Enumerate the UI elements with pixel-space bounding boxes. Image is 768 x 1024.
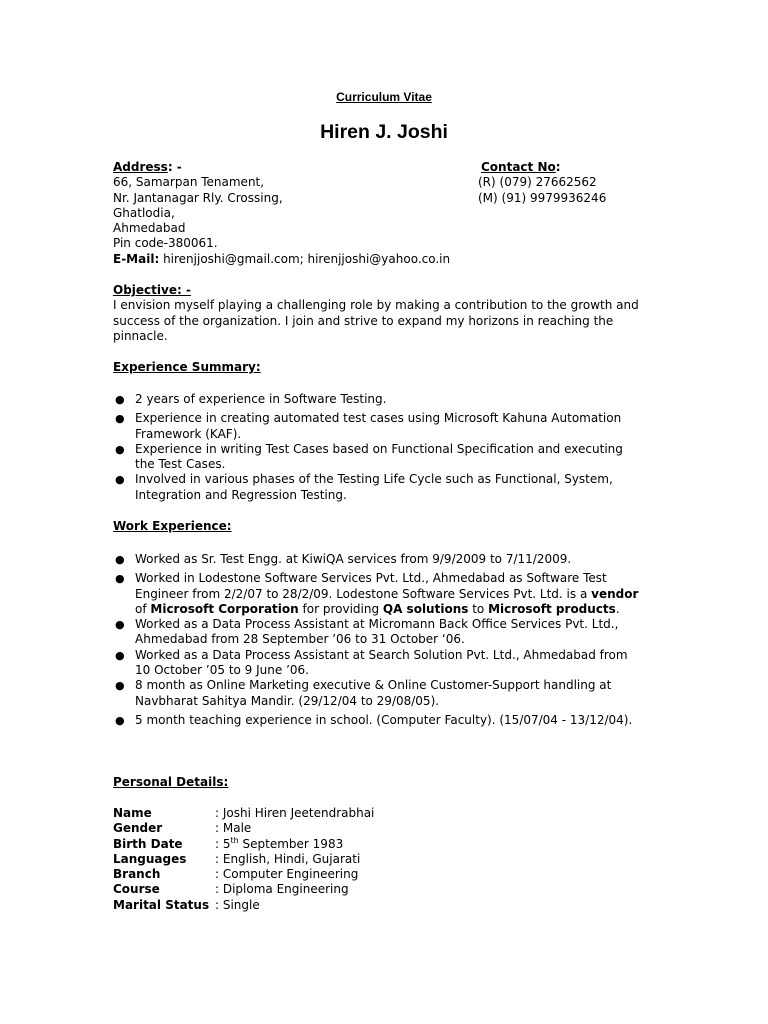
detail-value-suffix: September 1983	[238, 836, 344, 851]
table-row	[113, 867, 374, 882]
bold-run: vendor	[591, 586, 639, 601]
text-run: of	[135, 601, 151, 616]
work-experience-heading: Work Experience:	[113, 519, 232, 533]
address-line: Pin code-380061.	[113, 236, 218, 251]
bullet-icon: ●	[115, 648, 125, 662]
list-item	[113, 472, 645, 503]
list-item-text: Involved in various phases of the Testing Life Cycle such as Functional, System, Integration and Regression Testing.	[135, 472, 613, 502]
address-line: Ghatlodia,	[113, 205, 175, 220]
list-item-text: 8 month as Online Marketing executive & Online Customer-Support handling at Navbharat Sahitya Mandir. (29/12/04 to 29/08/05).	[135, 678, 612, 708]
bullet-icon: ●	[115, 412, 125, 426]
list-item-text: Experience in creating automated test cases using Microsoft Kahuna Automation Framework (KAF).	[135, 411, 622, 441]
detail-value: : Computer Engineering	[215, 867, 359, 882]
text-run: .	[615, 601, 620, 616]
bullet-icon: ●	[115, 553, 125, 566]
list-item	[113, 678, 645, 709]
list-item	[113, 392, 645, 407]
bullet-icon: ●	[115, 442, 125, 456]
detail-label: Birth Date	[113, 836, 183, 851]
contact-line: (M) (91) 9979936246	[478, 190, 607, 205]
text-run: Worked in Lodestone Software Services Pvt. Ltd., Ahmedabad as Software Test Engineer from 2/2/07 to 28/2/09. Lodestone Software Services Pvt. Ltd. is a	[135, 571, 607, 601]
table-row	[113, 898, 374, 913]
text-run: to	[468, 601, 489, 616]
experience-summary-list	[113, 392, 645, 503]
detail-value: : English, Hindi, Gujarati	[215, 851, 361, 866]
candidate-name: Hiren J. Joshi	[320, 121, 448, 143]
detail-value-sup: th	[230, 835, 239, 845]
list-item-text: Worked as Sr. Test Engg. at KiwiQA services from 9/9/2009 to 7/11/2009.	[135, 552, 572, 566]
detail-value: : Male	[215, 821, 252, 836]
personal-details-table	[113, 806, 374, 913]
document-title: Curriculum Vitae	[336, 90, 432, 104]
bold-run: QA solutions	[382, 601, 469, 616]
contact-heading-line	[478, 160, 606, 175]
personal-details-heading: Personal Details:	[113, 775, 229, 789]
address-section	[113, 160, 450, 267]
list-item	[113, 411, 645, 442]
detail-label: Course	[113, 882, 160, 897]
table-row	[113, 852, 374, 867]
contact-section	[478, 160, 606, 206]
table-row	[113, 882, 374, 897]
bullet-icon: ●	[115, 679, 125, 693]
detail-value: : Joshi Hiren Jeetendrabhai	[215, 806, 375, 820]
objective-section	[113, 283, 653, 344]
detail-value: : Diploma Engineering	[215, 882, 349, 897]
address-line: Nr. Jantanagar Rly. Crossing,	[113, 190, 283, 205]
contact-line: (R) (079) 27662562	[478, 175, 597, 190]
bold-run: Microsoft products	[488, 601, 616, 616]
contact-heading: Contact No	[481, 160, 556, 174]
detail-label: Languages	[113, 851, 187, 866]
list-item	[113, 713, 645, 728]
list-item-text: Worked as a Data Process Assistant at Micromann Back Office Services Pvt. Ltd., Ahmedabad from 28 September ’06 to 31 October ‘06.	[135, 617, 619, 647]
list-item-text	[135, 571, 638, 616]
contact-heading-suffix: :	[555, 160, 561, 174]
text-run: for providing	[298, 601, 383, 616]
bullet-icon: ●	[115, 572, 125, 586]
email-value[interactable]: hirenjjoshi@gmail.com; hirenjjoshi@yahoo.co.in	[159, 251, 451, 266]
list-item	[113, 617, 645, 648]
experience-summary-heading-wrap	[113, 360, 261, 375]
detail-label: Branch	[113, 867, 161, 882]
list-item	[113, 442, 645, 473]
address-heading-line	[113, 160, 450, 175]
list-item	[113, 648, 645, 679]
bullet-icon: ●	[115, 713, 125, 727]
list-item-text: 2 years of experience in Software Testing.	[135, 392, 387, 406]
detail-value	[215, 837, 374, 852]
list-item-text: 5 month teaching experience in school. (Computer Faculty). (15/07/04 - 13/12/04).	[135, 712, 633, 727]
detail-label: Gender	[113, 821, 163, 836]
work-experience-list	[113, 552, 645, 728]
table-row	[113, 837, 374, 852]
email-label: E-Mail:	[113, 251, 160, 266]
address-heading: Address	[113, 160, 168, 174]
table-row	[113, 821, 374, 836]
detail-label: Name	[113, 806, 152, 820]
experience-summary-heading: Experience Summary:	[113, 360, 261, 374]
address-line: Ahmedabad	[113, 221, 186, 236]
bold-run: Microsoft Corporation	[150, 601, 299, 616]
objective-heading: Objective: -	[113, 283, 191, 297]
address-heading-suffix: : -	[167, 160, 182, 174]
list-item-text: Worked as a Data Process Assistant at Search Solution Pvt. Ltd., Ahmedabad from 10 October ’05 to 9 June ’06.	[135, 647, 628, 678]
detail-value: : Single	[215, 897, 260, 912]
list-item-text: Experience in writing Test Cases based on Functional Specification and executing the Test Cases.	[135, 441, 623, 472]
detail-value-prefix: : 5	[215, 836, 231, 851]
work-experience-heading-wrap	[113, 519, 232, 534]
detail-label: Marital Status	[113, 897, 210, 912]
bullet-icon: ●	[115, 473, 125, 487]
list-item	[113, 552, 645, 567]
personal-details-heading-wrap	[113, 775, 228, 790]
list-item	[113, 571, 645, 617]
bullet-icon: ●	[115, 618, 125, 632]
bullet-icon: ●	[115, 393, 125, 406]
objective-text: I envision myself playing a challenging role by making a contribution to the growth and success of the organization. I join and strive to expand my horizons in reaching the pinnacle.	[113, 298, 639, 343]
address-line: 66, Samarpan Tenament,	[113, 175, 265, 190]
table-row	[113, 806, 374, 821]
email-line	[113, 252, 450, 267]
